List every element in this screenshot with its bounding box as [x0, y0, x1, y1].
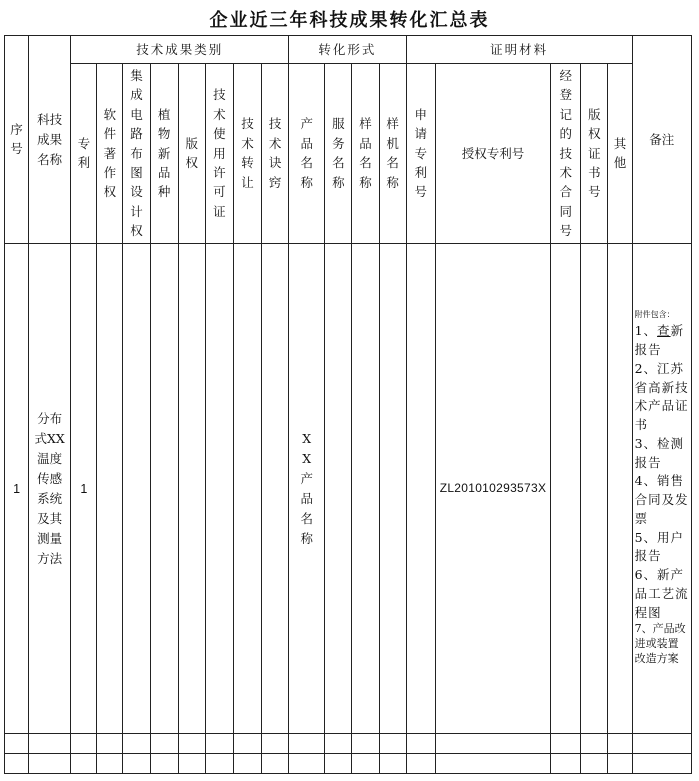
- header-category-transfer: 技术转让: [233, 64, 261, 244]
- row-cell-empty: [150, 244, 178, 734]
- remark-item: 7、产品改进或装置改造方案: [634, 622, 686, 666]
- header-proof-granted-no: 授权专利号: [435, 64, 550, 244]
- table-row: [5, 244, 692, 734]
- header-category-license: 技术使用许可证: [205, 64, 233, 244]
- remark-list: [633, 322, 691, 667]
- header-form-sample: 样品名称: [352, 64, 379, 244]
- remark-item: 3、检测报告: [634, 435, 685, 470]
- row-granted-patent-no: ZL201010293573X: [435, 244, 550, 734]
- row-cell-empty: [551, 244, 581, 734]
- row-remark: [632, 244, 691, 734]
- header-form-product: 产品名称: [289, 64, 325, 244]
- row-cell-empty: [262, 244, 289, 734]
- remark-item: 2、江苏省高新技术产品证书: [634, 360, 689, 433]
- header-category-patent: 专利: [71, 64, 97, 244]
- header-proof-copyright-no: 版权证书号: [581, 64, 608, 244]
- remark-item: 6、新产品工艺流程图: [634, 567, 689, 620]
- header-proof-application-no: 申请专利号: [406, 64, 435, 244]
- header-proof-other: 其他: [608, 64, 632, 244]
- remark-heading: 附件包含：: [634, 310, 675, 320]
- header-group-proof: 证明材料: [406, 36, 632, 64]
- row-cell-empty: [123, 244, 150, 734]
- header-row-columns: [5, 64, 692, 244]
- header-category-knowhow: 技术诀窍: [262, 64, 289, 244]
- header-category-copyright: 版权: [178, 64, 205, 244]
- header-category-plant-variety: 植物新品种: [150, 64, 178, 244]
- header-row-groups: [5, 36, 692, 64]
- row-cell-empty: [205, 244, 233, 734]
- remark-item: 1、查新报告: [634, 323, 685, 358]
- row-patent-count: 1: [71, 244, 97, 734]
- row-cell-empty: [97, 244, 123, 734]
- header-seq: 序号: [5, 36, 29, 244]
- header-group-category: 技术成果类别: [71, 36, 289, 64]
- header-form-prototype: 样机名称: [379, 64, 406, 244]
- header-category-software: 软件著作权: [97, 64, 123, 244]
- header-category-ic-layout: 集成电路布图设计权: [123, 64, 150, 244]
- header-form-service: 服务名称: [325, 64, 352, 244]
- row-cell-empty: [325, 244, 352, 734]
- page-title: 企业近三年科技成果转化汇总表: [209, 10, 490, 31]
- header-group-form: 转化形式: [289, 36, 406, 64]
- remark-item: 5、用户报告: [634, 529, 685, 564]
- row-cell-empty: [233, 244, 261, 734]
- row-seq: 1: [5, 244, 29, 734]
- header-proof-contract-no: 经登记的技术合同号: [551, 64, 581, 244]
- row-cell-empty: [379, 244, 406, 734]
- row-cell-empty: [406, 244, 435, 734]
- row-cell-empty: [581, 244, 608, 734]
- table-row-empty: [5, 734, 692, 754]
- summary-table: [4, 35, 692, 774]
- header-remark: 备注: [632, 36, 691, 244]
- row-cell-empty: [352, 244, 379, 734]
- header-name: 科技成果名称: [29, 36, 71, 244]
- table-row-empty: [5, 754, 692, 774]
- row-cell-empty: [608, 244, 632, 734]
- row-name: 分布式XX温度传感系统及其测量方法: [29, 244, 71, 734]
- remark-item: 4、销售合同及发票: [634, 473, 689, 526]
- row-cell-empty: [178, 244, 205, 734]
- row-product-name: XX产品名称: [289, 244, 325, 734]
